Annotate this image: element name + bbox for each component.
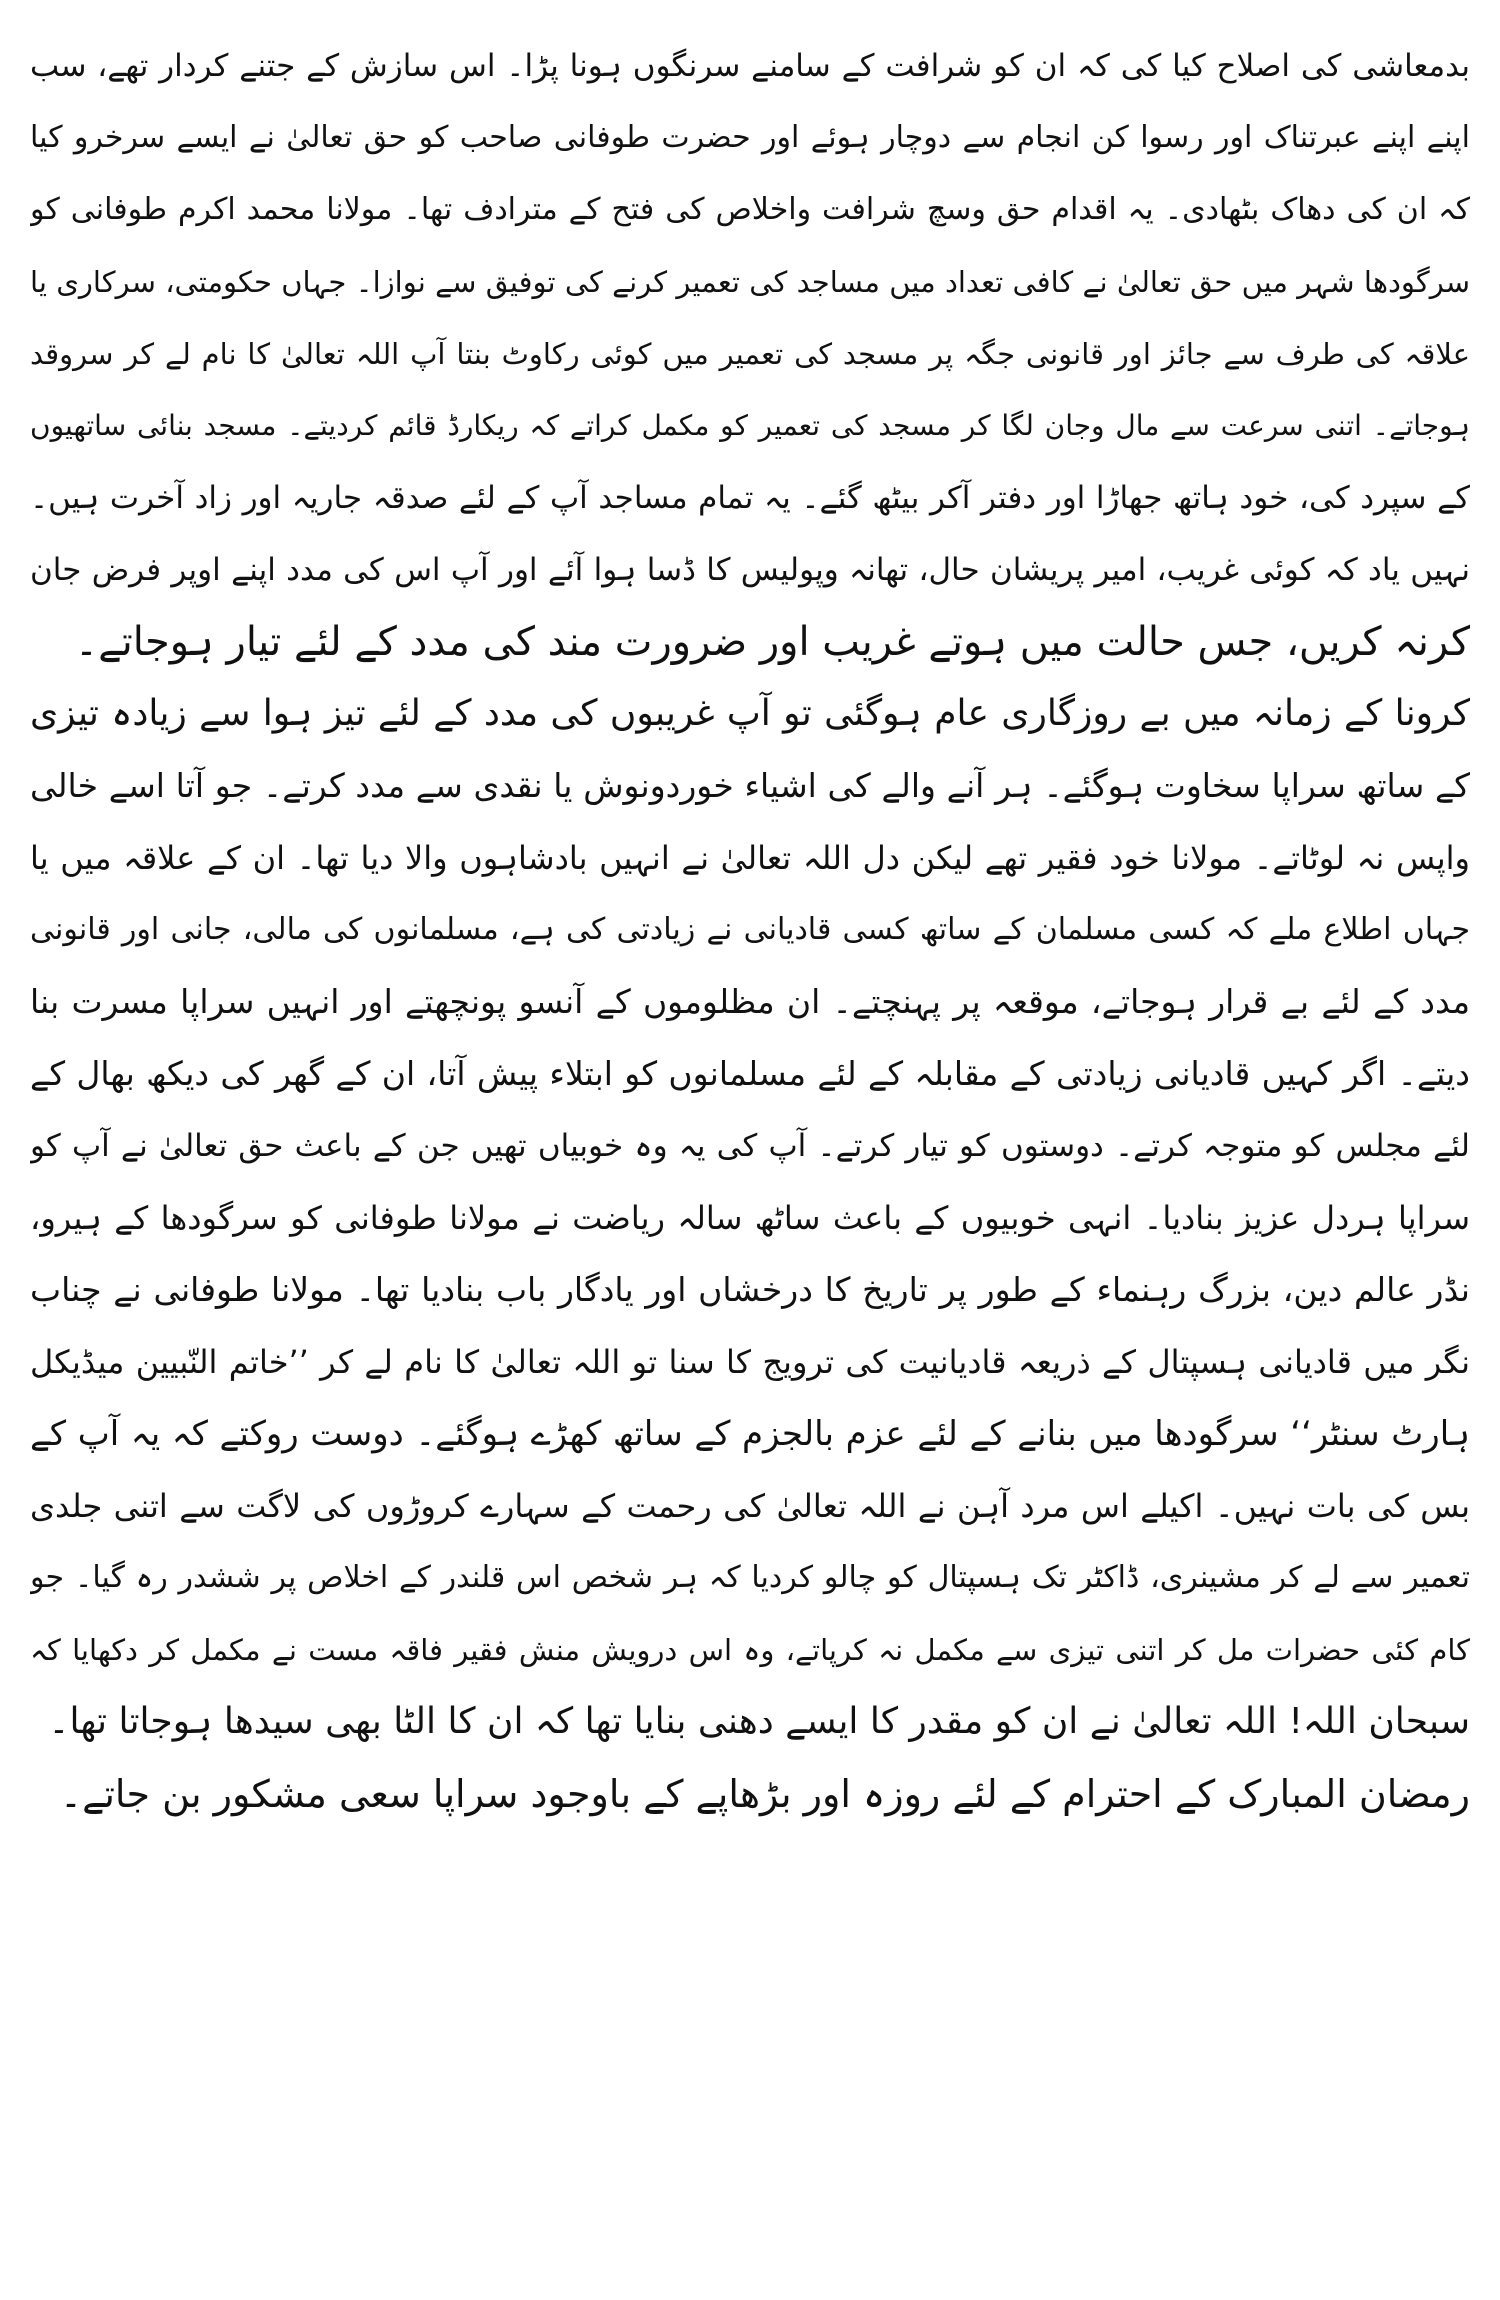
text-line: ہارٹ سنٹر‘‘ سرگودھا میں بنانے کے لئے عزم بالجزم کے ساتھ کھڑے ہوگئے۔ دوست روکتے کہ یہ آپ کے	[30, 1414, 1470, 1454]
text-line: کرنہ کریں، جس حالت میں ہوتے غریب اور ضرورت مند کی مدد کے لئے تیار ہوجاتے۔	[74, 619, 1470, 665]
text-line: نگر میں قادیانی ہسپتال کے ذریعہ قادیانیت کی ترویج کا سنا تو اللہ تعالیٰ کا نام لے کر ’’خاتم النّبیین میڈیکل	[30, 1343, 1470, 1381]
text-line: سرگودھا شہر میں حق تعالیٰ نے کافی تعداد میں مساجد کی تعمیر کرنے کی توفیق سے نوازا۔ جہاں حکومتی، سرکاری یا	[30, 265, 1470, 299]
text-line: ہوجاتے۔ اتنی سرعت سے مال وجان لگا کر مسجد کی تعمیر کو مکمل کراتے کہ ریکارڈ قائم کردیتے۔ مسجد بنائی ساتھیوں	[30, 409, 1470, 442]
text-line: واپس نہ لوٹاتے۔ مولانا خود فقیر تھے لیکن دل اللہ تعالیٰ نے انہیں بادشاہوں والا دیا تھا۔ ان کے علاقہ میں یا	[30, 839, 1470, 877]
text-line: نڈر عالم دین، بزرگ رہنماء کے طور پر تاریخ کا درخشاں اور یادگار باب بنادیا تھا۔ مولانا طوفانی نے چناب	[30, 1270, 1470, 1309]
text-line: سراپا ہردل عزیز بنادیا۔ انہی خوبیوں کے باعث ساٹھ سالہ ریاضت نے مولانا طوفانی کو سرگودھا کے ہیرو،	[30, 1199, 1470, 1237]
text-line: رمضان المبارک کے احترام کے لئے روزہ اور بڑھاپے کے باوجود سراپا سعی مشکور بن جاتے۔	[59, 1772, 1470, 1816]
paragraph-corona-and-hospital	[30, 678, 1470, 1758]
text-line: بس کی بات نہیں۔ اکیلے اس مرد آہن نے اللہ تعالیٰ کی رحمت کے سہارے کروڑوں کی لاگت سے اتنی جلدی	[30, 1487, 1470, 1525]
text-line: نہیں یاد کہ کوئی غریب، امیر پریشان حال، تھانہ وپولیس کا ڈسا ہوا آئے اور آپ اس کی مدد اپنے اوپر فرض جان	[30, 552, 1470, 588]
paragraph-conduct-and-mosques	[30, 30, 1470, 678]
text-line: دیتے۔ اگر کہیں قادیانی زیادتی کے مقابلہ کے لئے مسلمانوں کو ابتلاء پیش آتا، ان کے گھر کی دیکھ بھال کے	[30, 1054, 1470, 1093]
text-line: لئے مجلس کو متوجہ کرتے۔ دوستوں کو تیار کرتے۔ آپ کی یہ وہ خوبیاں تھیں جن کے باعث حق تعالیٰ نے آپ کو	[30, 1128, 1470, 1164]
text-line: جہاں اطلاع ملے کہ کسی مسلمان کے ساتھ کسی قادیانی نے زیادتی کی ہے، مسلمانوں کی مالی، جانی اور قانونی	[30, 912, 1470, 947]
text-line: تعمیر سے لے کر مشینری، ڈاکٹر تک ہسپتال کو چالو کردیا کہ ہر شخص اس قلندر کے اخلاص پر ششدر رہ گیا۔ جو	[30, 1560, 1470, 1595]
text-line: کام کئی حضرات مل کر اتنی تیزی سے مکمل نہ کرپاتے، وہ اس درویش منش فقیر فاقہ مست نے مکمل کر دکھایا کہ	[30, 1633, 1470, 1667]
text-line: اپنے اپنے عبرتناک اور رسوا کن انجام سے دوچار ہوئے اور حضرت طوفانی صاحب کو حق تعالیٰ نے ایسے سرخرو کیا	[30, 120, 1470, 155]
text-line: کرونا کے زمانہ میں بے روزگاری عام ہوگئی تو آپ غریبوں کی مدد کے لئے تیز ہوا سے زیادہ تیزی	[30, 693, 1470, 734]
text-line: علاقہ کی طرف سے جائز اور قانونی جگہ پر مسجد کی تعمیر میں کوئی رکاوٹ بنتا آپ اللہ تعالیٰ کا نام لے کر سروقد	[30, 337, 1470, 371]
text-line: کے ساتھ سراپا سخاوت ہوگئے۔ ہر آنے والے کی اشیاء خوردونوش یا نقدی سے مدد کرتے۔ جو آتا اسے خالی	[30, 766, 1470, 805]
text-line: کہ ان کی دھاک بٹھادی۔ یہ اقدام حق وسچ شرافت واخلاص کی فتح کے مترادف تھا۔ مولانا محمد اکرم طوفانی کو	[30, 192, 1470, 227]
paragraph-ramadan	[30, 1758, 1470, 1830]
text-line: سبحان اللہ! اللہ تعالیٰ نے ان کو مقدر کا ایسے دھنی بنایا تھا کہ ان کا الٹا بھی سیدھا ہوجاتا تھا۔	[48, 1701, 1470, 1742]
text-line: مدد کے لئے بے قرار ہوجاتے، موقعہ پر پہنچتے۔ ان مظلوموں کے آنسو پونچھتے اور انہیں سراپا مسرت بنا	[30, 982, 1470, 1021]
text-line: بدمعاشی کی اصلاح کیا کی کہ ان کو شرافت کے سامنے سرنگوں ہونا پڑا۔ اس سازش کے جتنے کردار تھے، سب	[30, 48, 1470, 84]
text-line: کے سپرد کی، خود ہاتھ جھاڑا اور دفتر آکر بیٹھ گئے۔ یہ تمام مساجد آپ کے لئے صدقہ جاریہ اور زاد آخرت ہیں۔	[30, 480, 1470, 516]
